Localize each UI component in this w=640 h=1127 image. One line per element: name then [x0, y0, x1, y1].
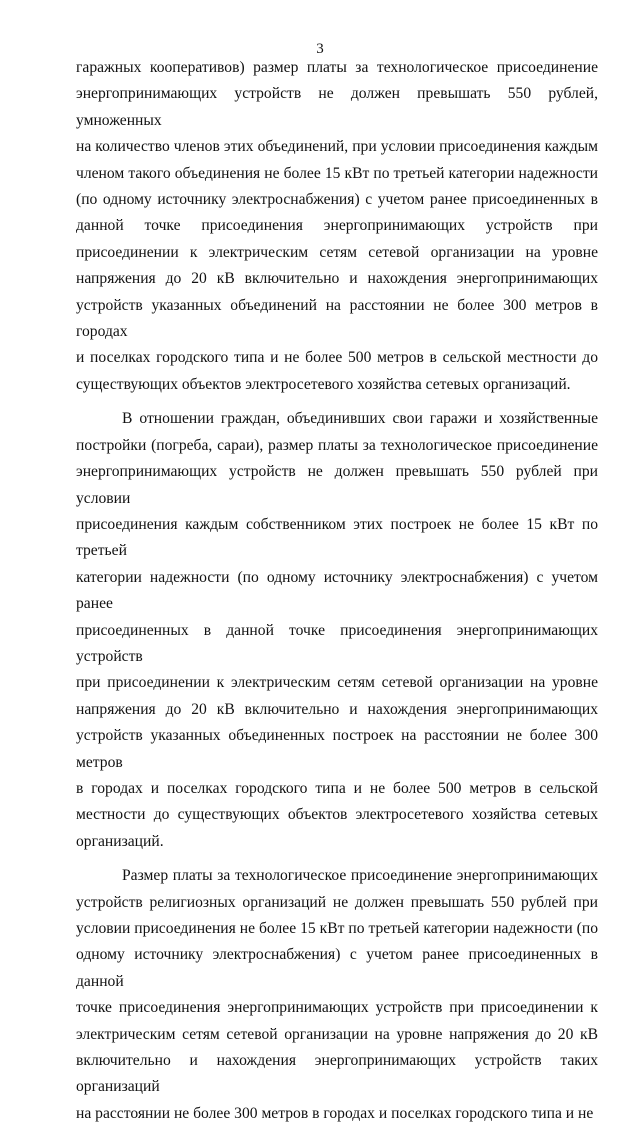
text-line: местности до существующих объектов электросетевого хозяйства сетевых: [76, 806, 598, 824]
text-line: присоединения каждым собственником этих построек не более 15 кВт по третьей: [76, 515, 598, 560]
text-line: напряжения до 20 кВ включительно и нахождения энергопринимающих: [76, 700, 598, 718]
text-line: присоединении к электрическим сетям сетевой организации на уровне: [76, 243, 598, 261]
text-line: гаражных кооперативов) размер платы за технологическое присоединение: [76, 59, 598, 76]
page-number: 3: [316, 41, 324, 57]
text-line: напряжения до 20 кВ включительно и нахождения энергопринимающих: [76, 270, 598, 288]
text-line: существующих объектов электросетевого хозяйства сетевых организаций.: [76, 375, 571, 393]
text-line: В отношении граждан, объединивших свои гаражи и хозяйственные: [122, 410, 598, 428]
text-line: и поселках городского типа и не более 500 метров в сельской местности до: [76, 349, 598, 367]
text-line: (по одному источнику электроснабжения) с учетом ранее присоединенных в: [76, 191, 598, 209]
text-line: присоединенных в данной точке присоединения энергопринимающих устройств: [76, 621, 598, 665]
paragraph-3: [76, 863, 598, 1127]
body-text: [76, 55, 598, 1127]
text-line: устройств религиозных организаций не должен превышать 550 рублей при: [76, 893, 598, 911]
text-line: при присоединении к электрическим сетям сетевой организации на уровне: [76, 674, 598, 692]
text-line: постройки (погреба, сараи), размер платы за технологическое присоединение: [76, 436, 598, 454]
paragraph-1: [76, 55, 598, 398]
text-line: категории надежности (по одному источнику электроснабжения) с учетом ранее: [76, 568, 598, 613]
paragraph-2: [76, 406, 598, 855]
text-line: устройств указанных объединенных построек на расстоянии не более 300 метров: [76, 727, 598, 771]
text-line: членом такого объединения не более 15 кВт по третьей категории надежности: [76, 164, 598, 182]
text-line: организаций.: [76, 832, 164, 850]
text-line: включительно и нахождения энергопринимающих устройств таких организаций: [76, 1052, 598, 1096]
text-line: энергопринимающих устройств не должен превышать 550 рублей при условии: [76, 463, 598, 507]
text-line: энергопринимающих устройств не должен превышать 550 рублей, умноженных: [76, 85, 598, 129]
text-line: данной точке присоединения энергопринимающих устройств при: [76, 217, 598, 235]
text-line: на расстоянии не более 300 метров в городах и поселках городского типа и не: [76, 1104, 594, 1122]
text-line: условии присоединения не более 15 кВт по третьей категории надежности (по: [76, 920, 598, 937]
text-line: устройств указанных объединений на расстоянии не более 300 метров в городах: [76, 296, 598, 341]
text-line: точке присоединения энергопринимающих устройств при присоединении к: [76, 999, 598, 1017]
text-line: Размер платы за технологическое присоединение энергопринимающих: [122, 867, 598, 885]
text-line: одному источнику электроснабжения) с учетом ранее присоединенных в данной: [76, 946, 598, 990]
text-line: на количество членов этих объединений, при условии присоединения каждым: [76, 138, 598, 156]
text-line: электрическим сетям сетевой организации на уровне напряжения до 20 кВ: [76, 1025, 598, 1043]
text-line: в городах и поселках городского типа и не более 500 метров в сельской: [76, 779, 598, 797]
